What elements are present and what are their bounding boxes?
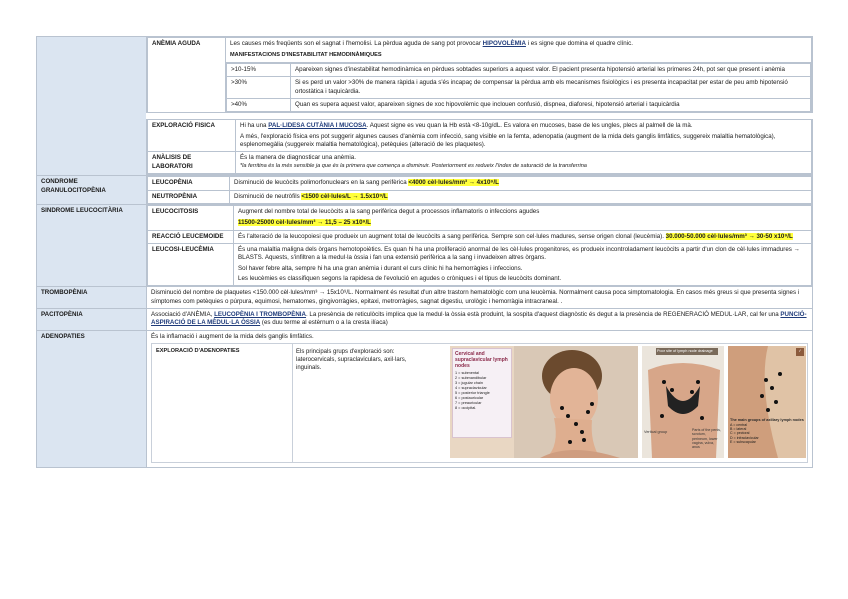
- leucopenia-value: <4000 cèl·lules/mm³ → 4x10⁹/L: [408, 179, 499, 187]
- leucocitosis-text: Augment del nombre total de leucòcits a la sang perifèrica degut a processos inflamatoris o infeccions agudes: [238, 207, 540, 215]
- manif-desc: Si es perd un valor >30% de manera ràpida i aguda s'és incapaç de compensar la pèrdua amb els mecanismes fisiològics i es presenta incapacitat per estar de peu amb hipotensió ortostàtica i taquicàrdia.: [291, 77, 811, 99]
- anemia-category-cell: [37, 37, 147, 176]
- pacito-term-2: PUNCIÓ-ASPIRACIÓ DE LA MÈDUL·LA ÒSSIA: [151, 311, 807, 327]
- leucemia-label: LEUCOSI-LEUCÈMIA: [148, 243, 234, 285]
- trombopenia-row: [37, 287, 813, 309]
- leucocitosis-row: [148, 205, 812, 230]
- manifestacions-table: [226, 63, 811, 112]
- manif-desc: Quan es supera aquest valor, apareixen signes de xoc hipovolèmic que inclouen confusió, dispnea, diaforesi, hipotensió arterial i taquicàrdia: [291, 98, 811, 111]
- leuco-table: [147, 205, 812, 287]
- manif-desc: Apareixen signes d'inestabilitat hemodinàmica en pèrdues sobtades superiors a aquest valor. El pacient presenta hipotensió arterial les primeres 24h, pot ser que present i anèmia: [291, 63, 811, 76]
- inguinal-caption-top: Poor site of lymph node drainage: [656, 348, 718, 355]
- neutropenia-row: NEUTROPÈNIA Disminució de neutròfils <1500 cèl·lules/L → 1.5x10⁹/L: [148, 190, 812, 203]
- trombo-category: TROMBOPÈNIA: [37, 287, 147, 309]
- neutropenia-value: <1500 cèl·lules/L → 1.5x10⁹/L: [301, 192, 388, 200]
- laboratori-note: *la ferritina és la més sensible ja que és la primera que comença a disminuir. Posteriorment es redueix l'índex de saturació de la transferrina: [240, 162, 587, 169]
- manif-row: [227, 77, 811, 99]
- adeno-exploracio-text: Els principals grups d'exploració son: laterocervicals, supraclaviculars, axil·lars, inguinals.: [296, 349, 407, 372]
- cervical-legend: Cervical and supraclavicular lymph nodes 1 = submental 2 = submandibular 3 = jugular chain 4 = supraclavicular 5 = posterior triangle 6 = postauricular 7 = preauricular 8 = occipital.: [452, 348, 512, 438]
- axilla-legend: The main groups of axillary lymph nodes A = central B = lateral C = pectoral D = infraclavicular E = subscapular: [730, 418, 804, 444]
- adenopaties-row: [37, 330, 813, 467]
- anemia-row: [37, 37, 813, 117]
- exploracio-fisica-label: EXPLORACIÓ FISICA: [148, 120, 236, 152]
- leucemoide-row: REACCIÓ LEUCEMOIDE És l'alteració de la leucopoiesi que produeix un augment total de leucòcits a sang perifèrica. Sempre son cel·lules madures, sense origen clonal (leucèmia). 30.000-50.000 cèl·lules/mm³ → 30-50 x10⁹/L: [148, 230, 812, 243]
- leucemia-symptoms: Sol haver febre alta, sempre hi ha una gran anèmia i durant el curs clínic hi ha hemorràgies i infeccions.: [238, 264, 523, 272]
- pacito-category: PACITOPÈNIA: [37, 309, 147, 331]
- leucemoide-value: 30.000-50.000 cèl·lules/mm³ → 30-50 x10⁹/L: [665, 232, 793, 240]
- notes-table: [36, 36, 813, 468]
- leucemoide-label: REACCIÓ LEUCEMOIDE: [148, 230, 234, 243]
- leucocitosis-label: LEUCOCITOSIS: [148, 205, 234, 230]
- pacitopenia-row: [37, 309, 813, 331]
- manif-threshold: >40%: [227, 98, 291, 111]
- trombo-text: Disminució del nombre de plaquetes <150.000 cèl·lules/mm³ → 15x10⁹/L. Normalment és resultat d'un altre trastorn hematològic com una leucèmia. Normalment causa poca simptomatologia. En casos més greus si que presenta signes i símptomes com petèquies o púrpura, equimosi, hematomes, gingivorràgies, epitaxi, metrorràgies, sagnat digestiu, urològic i hemorràgia intracraneal. .: [147, 287, 813, 309]
- laboratori-label: ANÀLISIS DE LABORATORI: [148, 152, 236, 174]
- laboratori-text: [236, 152, 812, 174]
- laboratori-main: És la manera de diagnosticar una anèmia.: [240, 154, 356, 162]
- manif-threshold: >10-15%: [227, 63, 291, 76]
- leucocitosis-value: 11500-25000 cèl·lules/mm³ → 11,5 – 25 x10⁹/L: [238, 219, 371, 227]
- manifestacions-heading: MANIFESTACIONS D'INESTABILITAT HEMODINÀMIQUES: [226, 50, 812, 62]
- anemia-aguda-table: [147, 37, 812, 113]
- hipovolemia-term: HIPOVOLÈMIA: [482, 40, 526, 47]
- inguinal-caption-a: Vertical group: [644, 430, 668, 435]
- axilla-marker: ✓: [796, 348, 804, 356]
- granulo-category: CONDROME GRANULOCITOPÈNIA: [37, 176, 147, 205]
- inguinal-nodes-figure: [642, 346, 724, 458]
- anemia-intro: Les causes més freqüents son el sagnat i l'hemolisi. La pèrdua aguda de sang pot provocar HIPOVOLÈMIA i es signe que domina el quadre clínic.: [226, 38, 812, 51]
- cervical-nodes-figure: [450, 346, 638, 458]
- leuco-category: SINDROME LEUCOCITÀRIA: [37, 204, 147, 287]
- granulo-table: [147, 176, 812, 204]
- leucemia-row: [148, 243, 812, 285]
- notes-sheet: [36, 36, 812, 554]
- adeno-exploracio-box: [151, 343, 808, 463]
- manif-row: [227, 98, 811, 111]
- exploracio-fisica-text: Hi ha una PAL·LIDESA CUTÀNIA I MUCOSA. Aquest signe es veu quan la Hb està <8-10g/dL. Es valora en mucoses, base de les ungles, plecs al palmell de la mà. A més, l'exploració física ens pot suggerir algunes causes d'anèmia com infecció, sang visible en la femta, adenopatia (augment de la mida dels ganglis limfàtics, suggereix malaltia hematològica), esplenomegàlia (suggereix malaltia hematològica), petèquies (alteració de les plaquetes).: [236, 120, 812, 152]
- neutropenia-label: NEUTROPÈNIA: [148, 190, 230, 203]
- axillary-nodes-figure: [728, 346, 806, 458]
- pacito-term-1: LEUCOPÈNIA I TROMBOPÈNIA: [214, 311, 306, 319]
- neck-illustration: [450, 346, 638, 458]
- exploracio-table: [147, 119, 812, 174]
- exploracio-causes: A més, l'exploració física ens pot suggerir algunes causes d'anèmia com infecció, sang visible en la femta, adenopatia (augment de la mida dels ganglis limfàtics, suggereix malaltia hematològica), esplenomegàlia (suggereix malaltia hematològica), petèquies (alteració de les plaquetes).: [240, 132, 776, 149]
- adeno-category: ADENOPATIES: [37, 330, 147, 467]
- pallidesa-term: PAL·LIDESA CUTÀNIA I MUCOSA: [268, 122, 367, 130]
- manif-row: [227, 63, 811, 76]
- pacito-text: Associació d'ANÈMIA, LEUCOPÈNIA I TROMBOPÈNIA. La presència de reticulòcits implica que la medul·la òssia està produint, la sospita d'aquest diagnòstic és degut a la presència de REGENERACIÓ MEDUL·LAR, cal fer una PUNCIÓ-ASPIRACIÓ DE LA MÈDUL·LA ÒSSIA (es duu terme al estèrnum o a la cresta ilíaca): [147, 309, 813, 331]
- leucemia-classification: Les leucèmies es classifiquen segons la rapidesa de l'evolució en agudes o cròniques i el tipus de leucòcits dominant.: [238, 275, 562, 283]
- manif-threshold: >30%: [227, 77, 291, 99]
- adeno-intro: És la inflamació i augment de la mida dels ganglis limfàtics.: [151, 332, 314, 340]
- adeno-exploracio-label: EXPLORACIÓ D'ADENOPATIES: [156, 348, 240, 355]
- leucopenia-label: LEUCOPÈNIA: [148, 177, 230, 190]
- inguinal-caption-b: Parts of the penis, scrotum, perineum, lower vagina, vulva, anus: [692, 428, 721, 450]
- anemia-aguda-label: ANÈMIA AGUDA: [148, 38, 226, 113]
- leucemia-text: És una malaltia maligna dels òrgans hemotopoiètics. Es quan hi ha una proliferació anormal de les cèl·lules progenitores, es produeix incontroladament leucòcits a partir d'un clon de cèl·lules immadures → BLASTS. Aquests, s'infiltren a la medul·la òssia i fan una extensió perifèrica a la sang i invadeixen altres òrgans.: [238, 245, 800, 262]
- leucopenia-row: LEUCOPÈNIA Disminució de leucòcits polimorfonuclears en la sang perifèrica <4000 cèl·lules/mm³ → 4x10⁹/L: [148, 177, 812, 190]
